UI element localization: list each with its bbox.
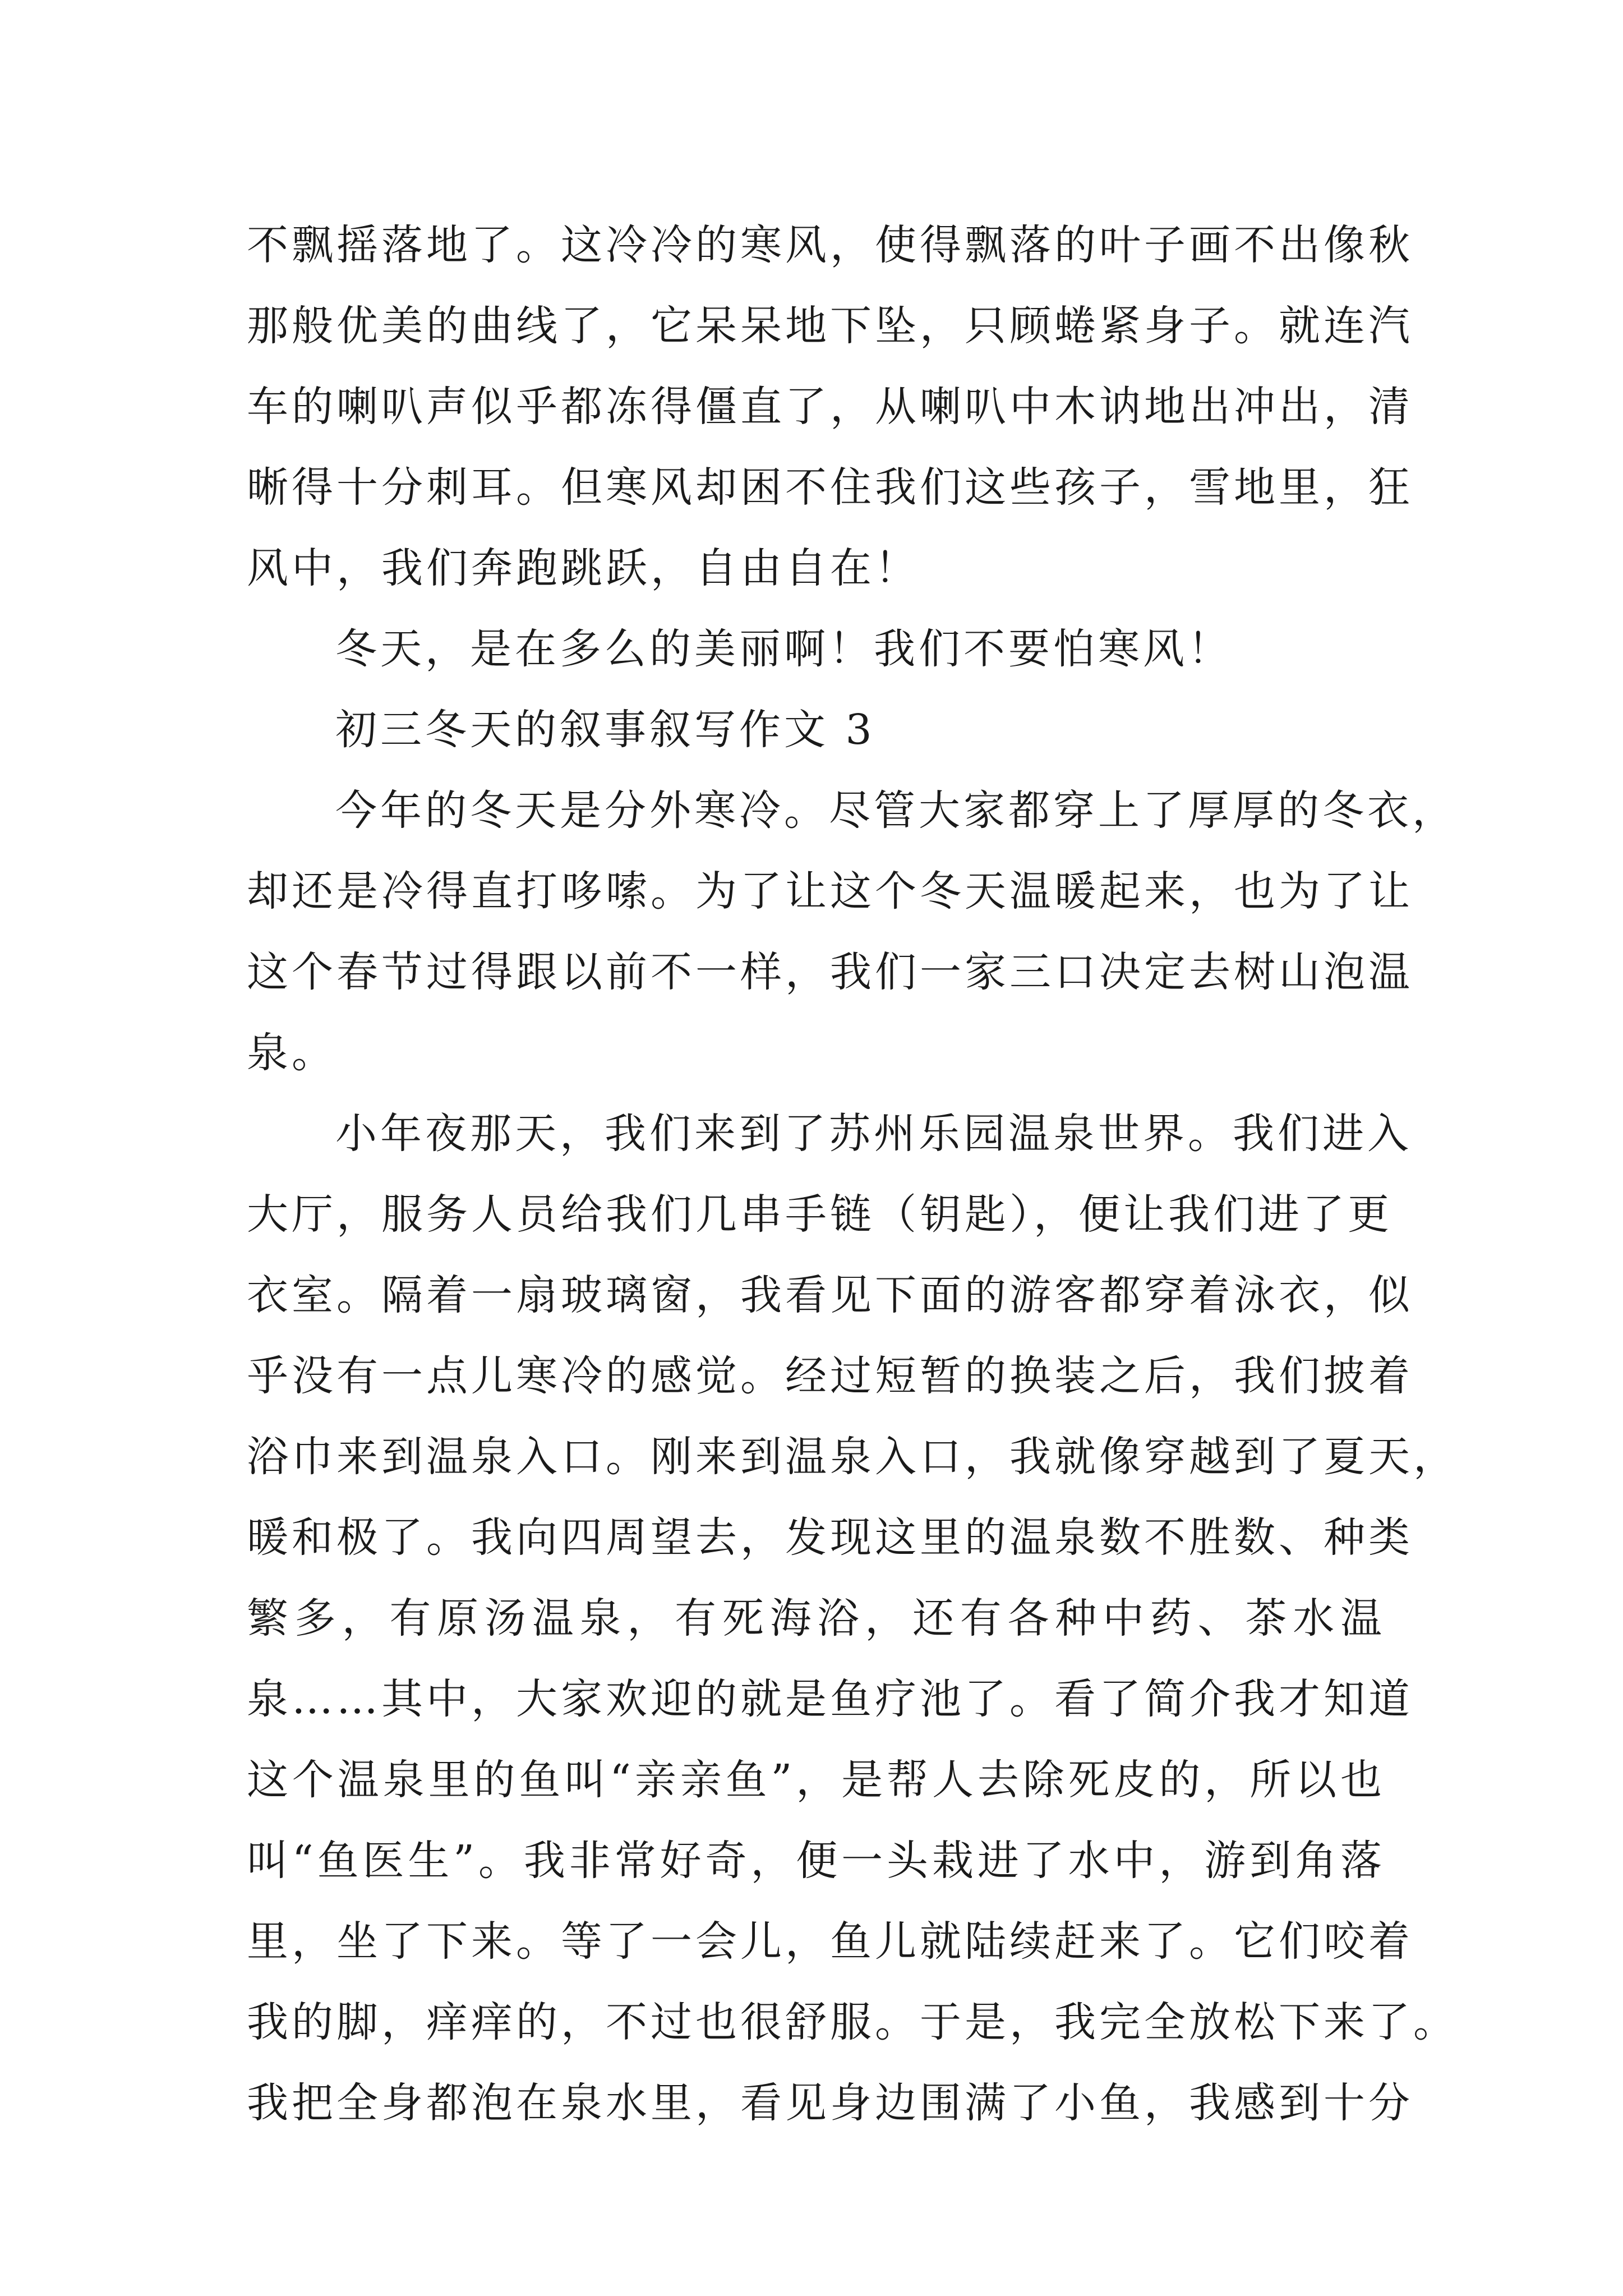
text-line: 我的脚，痒痒的，不过也很舒服。于是，我完全放松下来了。 <box>247 1998 1458 2046</box>
text-line: 衣室。隔着一扇玻璃窗，我看见下面的游客都穿着泳衣，似 <box>247 1271 1413 1319</box>
text-line: 不飘摇落地了。这冷冷的寒风，使得飘落的叶子画不出像秋 <box>247 221 1413 269</box>
text-line: 晰得十分刺耳。但寒风却困不住我们这些孩子，雪地里，狂 <box>247 463 1413 512</box>
text-line: 冬天，是在多么的美丽啊！我们不要怕寒风！ <box>335 625 1233 673</box>
text-line: 今年的冬天是分外寒冷。尽管大家都穿上了厚厚的冬衣， <box>335 786 1457 835</box>
text-line: 乎没有一点儿寒冷的感觉。经过短暂的换装之后，我们披着 <box>247 1352 1413 1400</box>
text-line: 车的喇叭声似乎都冻得僵直了，从喇叭中木讷地出冲出，清 <box>247 383 1413 431</box>
text-line: 却还是冷得直打哆嗦。为了让这个冬天温暖起来，也为了让 <box>247 867 1413 915</box>
text-line: 那般优美的曲线了，它呆呆地下坠，只顾蜷紧身子。就连汽 <box>247 302 1413 350</box>
text-line: 这个春节过得跟以前不一样，我们一家三口决定去树山泡温 <box>247 948 1413 996</box>
text-line: 这个温泉里的鱼叫“亲亲鱼”，是帮人去除死皮的，所以也 <box>247 1756 1385 1804</box>
document-body <box>247 205 1458 2143</box>
text-line: 初三冬天的叙事叙写作文 3 <box>335 706 875 754</box>
text-line: 暖和极了。我向四周望去，发现这里的温泉数不胜数、种类 <box>247 1513 1413 1562</box>
text-line: 泉。 <box>247 1029 336 1077</box>
text-line: 风中，我们奔跑跳跃，自由自在！ <box>247 544 920 592</box>
text-line: 里，坐了下来。等了一会儿，鱼儿就陆续赶来了。它们咬着 <box>247 1917 1413 1966</box>
text-line: 浴巾来到温泉入口。刚来到温泉入口，我就像穿越到了夏天， <box>247 1433 1458 1481</box>
text-line: 泉……其中，大家欢迎的就是鱼疗池了。看了简介我才知道 <box>247 1675 1413 1723</box>
text-line: 叫“鱼医生”。我非常好奇，便一头栽进了水中，游到角落 <box>247 1837 1385 1885</box>
text-line: 我把全身都泡在泉水里，看见身边围满了小鱼，我感到十分 <box>247 2079 1413 2127</box>
text-line: 小年夜那天，我们来到了苏州乐园温泉世界。我们进入 <box>335 1110 1412 1158</box>
text-line: 繁多，有原汤温泉，有死海浴，还有各种中药、茶水温 <box>247 1594 1385 1642</box>
text-line: 大厅，服务人员给我们几串手链（钥匙），便让我们进了更 <box>247 1190 1393 1239</box>
